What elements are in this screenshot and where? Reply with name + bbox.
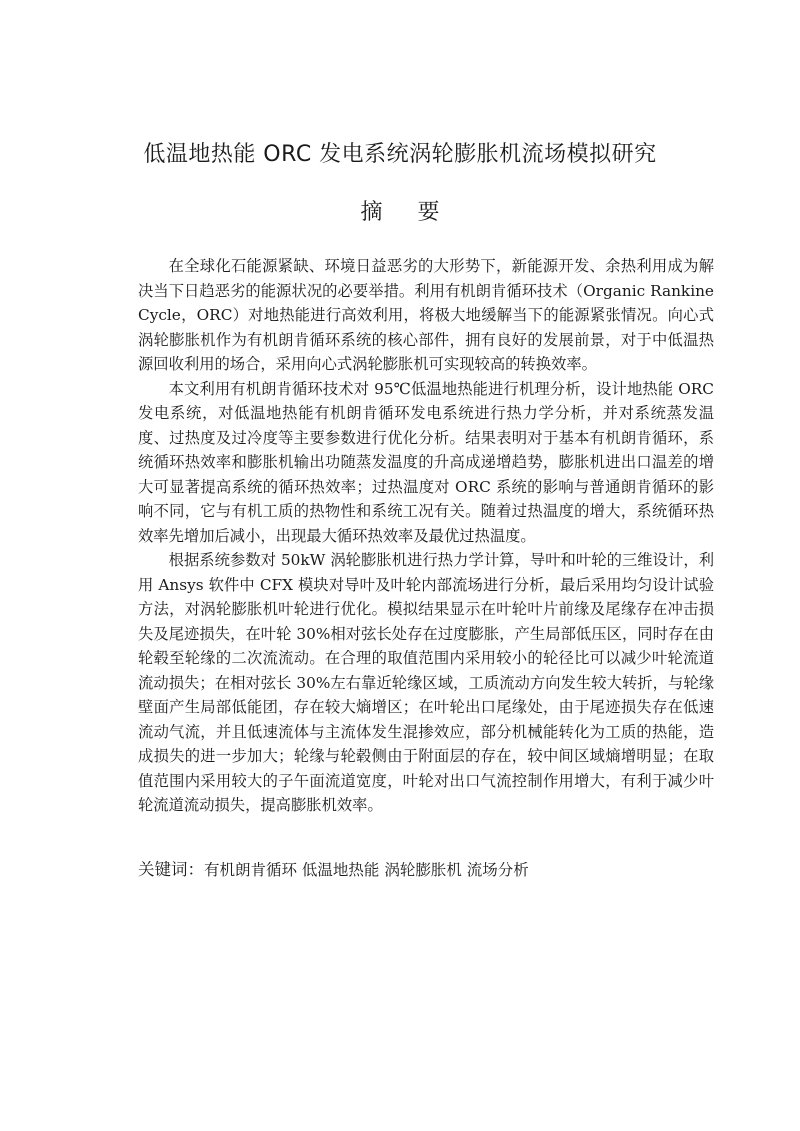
abstract-body xyxy=(138,254,714,818)
keywords-line xyxy=(138,858,714,882)
abstract-heading: 摘 要 xyxy=(360,200,454,225)
abstract-paragraph-1: 在全球化石能源紧缺、环境日益恶劣的大形势下，新能源开发、余热利用成为解决当下日趋恶劣的能源状况的必要举措。利用有机朗肯循环技术（Organic Rankine Cycle，ORC）对地热能进行高效利用，将极大地缓解当下的能源紧张情况。向心式涡轮膨胀机作为有机朗肯循环系统的核心部件，拥有良好的发展前景，对于中低温热源回收利用的场合，采用向心式涡轮膨胀机可实现较高的转换效率。 xyxy=(138,257,714,373)
keywords-list: 有机朗肯循环 低温地热能 涡轮膨胀机 流场分析 xyxy=(204,861,529,879)
keywords-label: 关键词： xyxy=(138,860,204,879)
abstract-paragraph-2: 本文利用有机朗肯循环技术对 95℃低温地热能进行机理分析，设计地热能 ORC 发电系统，对低温地热能有机朗肯循环发电系统进行热力学分析，并对系统蒸发温度、过热度及过冷度等主要参数进行优化分析。结果表明对于基本有机朗肯循环，系统循环热效率和膨胀机输出功随蒸发温度的升高成递增趋势，膨胀机进出口温差的增大可显著提高系统的循环热效率；过热温度对 ORC 系统的影响与普通朗肯循环的影响不同，它与有机工质的热物性和系统工况有关。随着过热温度的增大，系统循环热效率先增加后减小，出现最大循环热效率及最优过热温度。 xyxy=(138,379,714,545)
page-title: 低温地热能 ORC 发电系统涡轮膨胀机流场模拟研究 xyxy=(143,142,657,167)
abstract-paragraph-3: 根据系统参数对 50kW 涡轮膨胀机进行热力学计算，导叶和叶轮的三维设计，利用 Ansys 软件中 CFX 模块对导叶及叶轮内部流场进行分析，最后采用均匀设计试验方法，对涡轮膨胀机叶轮进行优化。模拟结果显示在叶轮叶片前缘及尾缘存在冲击损失及尾迹损失，在叶轮 30%相对弦长处存在过度膨胀，产生局部低压区，同时存在由轮毂至轮缘的二次流流动。在合理的取值范围内采用较小的轮径比可以减少叶轮流道流动损失；在相对弦长 30%左右靠近轮缘区域，工质流动方向发生较大转折，与轮缘壁面产生局部低能团，存在较大熵增区；在叶轮出口尾缘处，由于尾迹损失存在低速流动气流，并且低速流体与主流体发生混掺效应，部分机械能转化为工质的热能，造成损失的进一步加大；轮缘与轮毂侧由于附面层的存在，较中间区域熵增明显；在取值范围内采用较大的子午面流道宽度，叶轮对出口气流控制作用增大，有利于减少叶轮流道流动损失，提高膨胀机效率。 xyxy=(138,551,714,814)
